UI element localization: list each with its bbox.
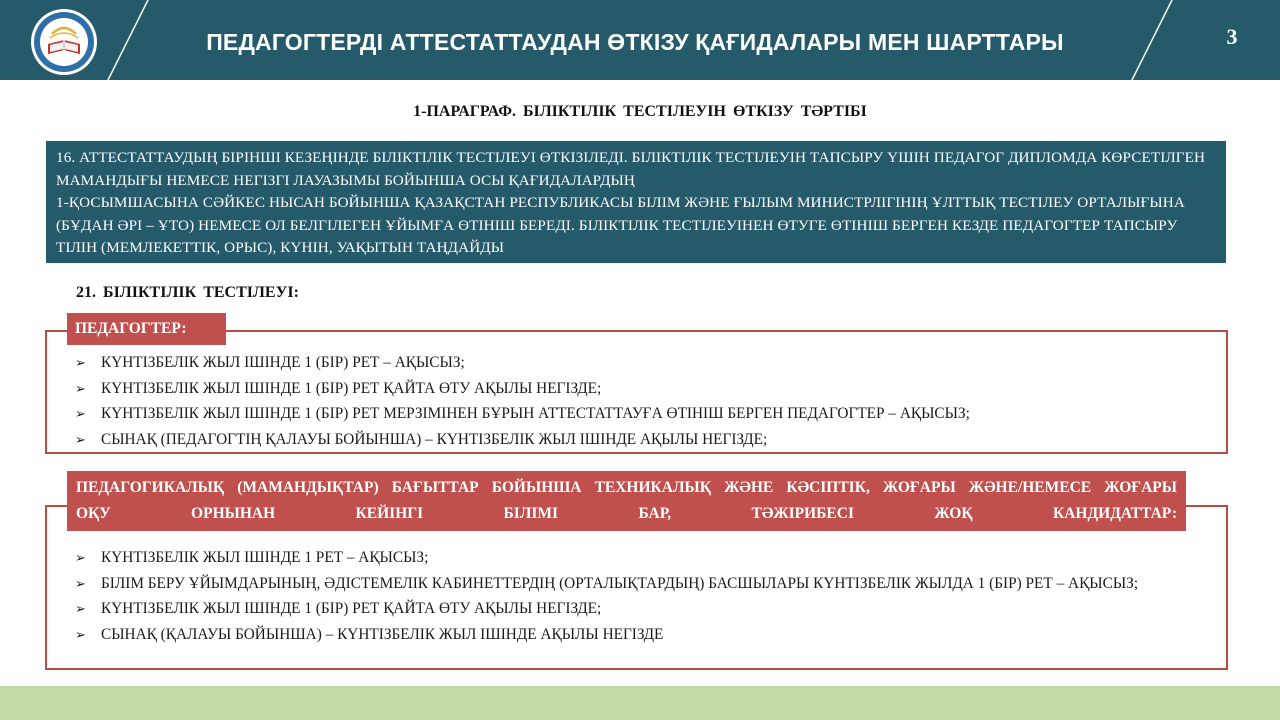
education-book-emblem-icon — [30, 8, 98, 76]
list-item-text: КҮНТІЗБЕЛІК ЖЫЛ ІШІНДЕ 1 (БІР) РЕТ ҚАЙТА ӨТУ АҚЫЛЫ НЕГІЗДЕ; — [101, 379, 602, 397]
rule-16-info-box — [46, 141, 1226, 263]
list-item-text: КҮНТІЗБЕЛІК ЖЫЛ ІШІНДЕ 1 РЕТ – АҚЫСЫЗ; — [101, 549, 429, 566]
list-item-text: БІЛІМ БЕРУ ҰЙЫМДАРЫНЫҢ, ӘДІСТЕМЕЛІК КАБИНЕТТЕРДІҢ (ОРТАЛЫҚТАРДЫҢ) БАСШЫЛАРЫ КҮНТІЗБЕЛІК ЖЫЛДА 1 (БІР) РЕТ – АҚЫСЫЗ; — [101, 574, 1139, 592]
teachers-panel — [45, 330, 1228, 454]
list-item — [75, 376, 1212, 402]
list-item — [75, 596, 1220, 622]
arrowhead-bullet-icon: ➢ — [75, 626, 86, 642]
paragraph-subtitle: 1-ПАРАГРАФ. БІЛІКТІЛІК ТЕСТІЛЕУІН ӨТКІЗУ ТӘРТІБІ — [413, 103, 867, 120]
arrowhead-bullet-icon: ➢ — [75, 431, 86, 447]
arrowhead-bullet-icon: ➢ — [75, 355, 86, 370]
list-item-text: КҮНТІЗБЕЛІК ЖЫЛ ІШІНДЕ 1 (БІР) РЕТ ҚАЙТА ӨТУ АҚЫЛЫ НЕГІЗДЕ; — [101, 600, 602, 617]
slide-header — [0, 0, 1280, 80]
arrowhead-bullet-icon: ➢ — [75, 550, 86, 565]
list-item — [75, 545, 1220, 571]
teachers-label-tag: ПЕДАГОГТЕР: — [67, 313, 226, 345]
footer-bar — [0, 686, 1280, 720]
slide-title: ПЕДАГОГТЕРДІ АТТЕСТАТТАУДАН ӨТКІЗУ ҚАҒИДАЛАРЫ МЕН ШАРТТАРЫ — [206, 29, 1064, 55]
rule-16-text-continued: 1-ҚОСЫМШАСЫНА СӘЙКЕС НЫСАН БОЙЫНША ҚАЗАҚСТАН РЕСПУБЛИКАСЫ БІЛІМ ЖӘНЕ ҒЫЛЫМ МИНИСТРЛІГІНІҢ ҰЛТТЫҚ ТЕСТІЛЕУ ОРТАЛЫҒЫНА (БҰДАН ӘРІ – ҰТО) НЕМЕСЕ ОЛ БЕЛГІЛЕГЕН ҰЙЫМҒА ӨТІНІШ БЕРЕДІ. БІЛІКТІЛІК ТЕСТІЛЕУІНЕН ӨТУГЕ ӨТІНІШ БЕРГЕН КЕЗДЕ ПЕДАГОГТЕР ТАПСЫРУ ТІЛІН (МЕМЛЕКЕТТІК, ОРЫС), КҮНІН, УАҚЫТЫН ТАҢДАЙДЫ — [56, 194, 1185, 256]
arrowhead-bullet-icon: ➢ — [75, 575, 86, 591]
list-item — [75, 401, 1212, 427]
list-item — [75, 350, 1212, 376]
list-item — [75, 622, 1220, 648]
list-item-text: СЫНАҚ (ПЕДАГОГТІҢ ҚАЛАУЫ БОЙЫНША) – КҮНТІЗБЕЛІК ЖЫЛ ІШІНДЕ АҚЫЛЫ НЕГІЗДЕ; — [101, 430, 768, 448]
candidates-list — [75, 545, 1220, 647]
list-item-text: КҮНТІЗБЕЛІК ЖЫЛ ІШІНДЕ 1 (БІР) РЕТ МЕРЗІМІНЕН БҰРЫН АТТЕСТАТТАУҒА ӨТІНІШ БЕРГЕН ПЕДАГОГТЕР – АҚЫСЫЗ; — [101, 405, 970, 422]
teachers-list — [75, 350, 1212, 452]
list-item — [75, 571, 1220, 597]
arrowhead-bullet-icon: ➢ — [75, 601, 86, 616]
rule-16-text: 16. АТТЕСТАТТАУДЫҢ БІРІНШІ КЕЗЕҢІНДЕ БІЛІКТІЛІК ТЕСТІЛЕУІ ӨТКІЗІЛЕДІ. БІЛІКТІЛІК ТЕСТІЛЕУІН ТАПСЫРУ ҮШІН ПЕДАГОГ ДИПЛОМДА КӨРСЕТІЛГЕН МАМАНДЫҒЫ НЕМЕСЕ НЕГІЗГІ ЛАУАЗЫМЫ БОЙЫНША ОСЫ ҚАҒИДАЛАРДЫҢ — [56, 149, 1206, 189]
list-item-text: КҮНТІЗБЕЛІК ЖЫЛ ІШІНДЕ 1 (БІР) РЕТ – АҚЫСЫЗ; — [101, 354, 465, 371]
arrowhead-bullet-icon: ➢ — [75, 406, 86, 421]
section-21-heading: 21. БІЛІКТІЛІК ТЕСТІЛЕУІ: — [76, 284, 299, 301]
page-number: 3 — [1226, 24, 1238, 49]
arrowhead-bullet-icon: ➢ — [75, 380, 86, 396]
candidates-label-tag: ПЕДАГОГИКАЛЫҚ (МАМАНДЫҚТАР) БАҒЫТТАР БОЙЫНША ТЕХНИКАЛЫҚ ЖӘНЕ КӘСІПТІК, ЖОҒАРЫ ЖӘНЕ/НЕМЕСЕ ЖОҒАРЫ ОҚУ ОРНЫНАН КЕЙІНГІ БІЛІМІ БАР, ТӘЖІРИБЕСІ ЖОҚ КАНДИДАТТАР: — [67, 471, 1186, 531]
list-item-text: СЫНАҚ (ҚАЛАУЫ БОЙЫНША) – КҮНТІЗБЕЛІК ЖЫЛ ІШІНДЕ АҚЫЛЫ НЕГІЗДЕ — [101, 625, 664, 643]
list-item — [75, 427, 1212, 453]
